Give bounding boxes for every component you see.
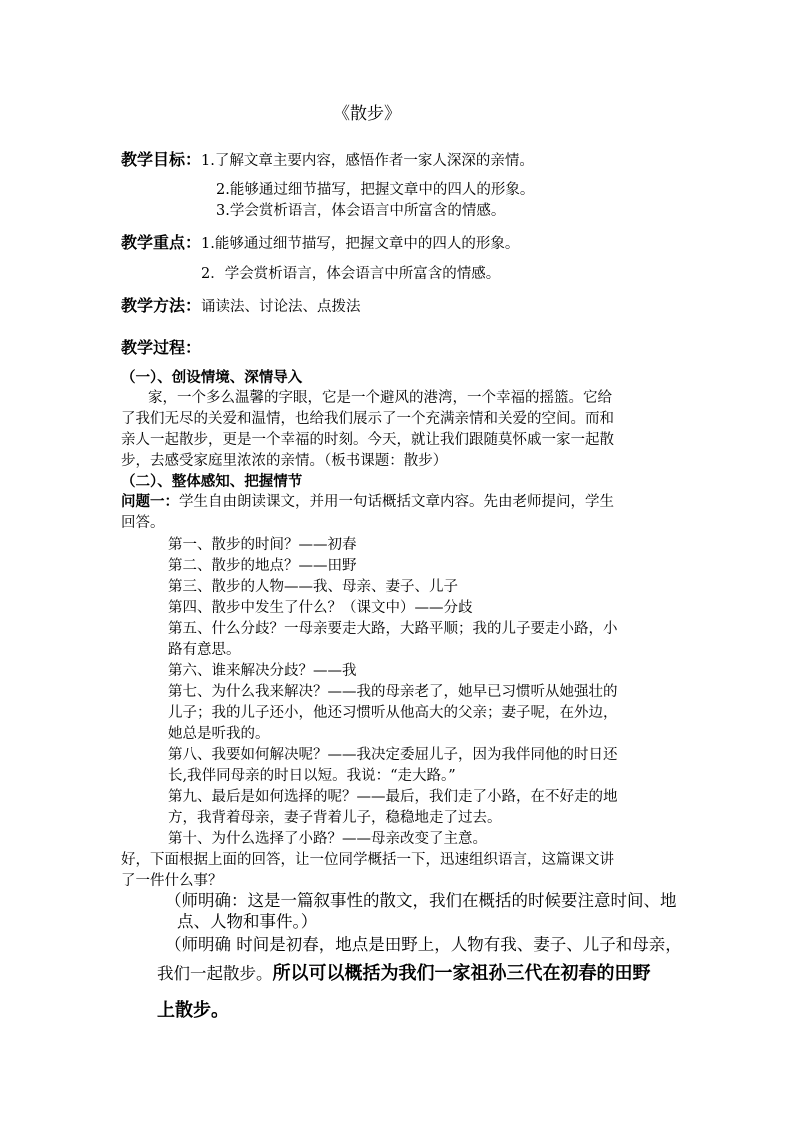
qa-line: 第七、为什么我来解决？——我的母亲老了，她早已习惯听从她强壮的: [168, 684, 618, 700]
section1-line: 了我们无尽的关爱和温情，也给我们展示了一个充满亲情和关爱的空间。而和: [121, 411, 614, 427]
question-1-label: 问题一：: [121, 493, 179, 510]
qa-line: 第四、散步中发生了什么？（课文中）——分歧: [168, 600, 473, 616]
summary-line: 了一件什么事？: [121, 873, 223, 889]
objective-item: 2.能够通过细节描写，把握文章中的四人的形象。: [216, 182, 535, 198]
key-point-item: 1.能够通过细节描写，把握文章中的四人的形象。: [201, 236, 520, 252]
qa-line: 第二、散步的地点？——田野: [168, 558, 357, 574]
objectives-line-1: [121, 150, 534, 171]
methods-text: 诵读法、讨论法、点拨法: [201, 299, 361, 315]
conclusion-bold: 所以可以概括为我们一家祖孙三代在初春的田野: [272, 963, 651, 984]
teacher-note: （师明确：这是一篇叙事性的散文，我们在概括的时候要注意时间、地: [165, 891, 677, 910]
section1-line: 步，去感受家庭里浓浓的亲情。（板书课题：散步）: [121, 453, 448, 469]
section1-line: 亲人一起散步，更是一个幸福的时刻。今天，就让我们跟随莫怀戚一家一起散: [121, 432, 614, 448]
qa-line: 第十、为什么选择了小路？——母亲改变了主意。: [168, 831, 487, 847]
process-label: 教学过程：: [121, 338, 202, 357]
qa-line: 第六、谁来解决分歧？——我: [168, 663, 357, 679]
qa-line: 儿子；我的儿子还小，他还习惯听从他高大的父亲；妻子呢，在外边，: [168, 705, 618, 721]
methods-label: 教学方法：: [121, 296, 202, 315]
page-title: 《散步》: [333, 104, 401, 124]
qa-line: 第三、散步的人物——我、母亲、妻子、儿子: [168, 579, 458, 595]
qa-line: 她总是听我的。: [168, 726, 270, 742]
objective-item: 3.学会赏析语言，体会语言中所富含的情感。: [216, 203, 506, 219]
question-1-continued: 回答。: [121, 515, 165, 531]
conclusion-line: [157, 963, 651, 985]
qa-line: 第一、散步的时间？——初春: [168, 537, 357, 553]
qa-line: 第五、什么分歧？一母亲要走大路，大路平顺；我的儿子要走小路，小: [168, 621, 618, 637]
methods-line: [121, 296, 361, 317]
key-points-label: 教学重点：: [121, 233, 202, 252]
qa-line: 第八、我要如何解决呢？——我决定委屈儿子，因为我伴同他的时日还: [168, 747, 618, 763]
objective-item: 1.了解文章主要内容，感悟作者一家人深深的亲情。: [201, 153, 534, 169]
summary-line: 好，下面根据上面的回答，让一位同学概括一下，迅速组织语言，这篇课文讲: [121, 852, 614, 868]
qa-line: 方，我背着母亲，妻子背着儿子，稳稳地走了过去。: [168, 810, 502, 826]
qa-line: 长,我伴同母亲的时日以短。我说：“走大路。”: [168, 768, 456, 784]
conclusion-line-2: [157, 1001, 229, 1022]
section2-heading: （二）、整体感知、把握情节: [121, 473, 303, 490]
conclusion-normal: 我们一起散步。: [157, 964, 273, 983]
question-1-text: 学生自由朗读课文，并用一句话概括文章内容。先由老师提问，学生: [179, 494, 614, 510]
key-points-line-1: [121, 233, 519, 254]
conclusion-bold: 上散步。: [157, 1000, 229, 1021]
teacher-note: （师明确 时间是初春，地点是田野上，人物有我、妻子、儿子和母亲，: [165, 935, 682, 954]
qa-line: 第九、最后是如何选择的呢？——最后，我们走了小路，在不好走的地: [168, 789, 618, 805]
section1-heading: （一）、创设情境、深情导入: [121, 369, 303, 386]
section1-line: 家，一个多么温馨的字眼，它是一个避风的港湾，一个幸福的摇篮。它给: [148, 390, 612, 406]
qa-line: 路有意思。: [168, 642, 241, 658]
teacher-note: 点、人物和事件。）: [177, 912, 318, 931]
objectives-label: 教学目标：: [121, 150, 202, 169]
key-point-item: 2．学会赏析语言，体会语言中所富含的情感。: [201, 266, 501, 282]
question-1-line: [121, 492, 614, 512]
